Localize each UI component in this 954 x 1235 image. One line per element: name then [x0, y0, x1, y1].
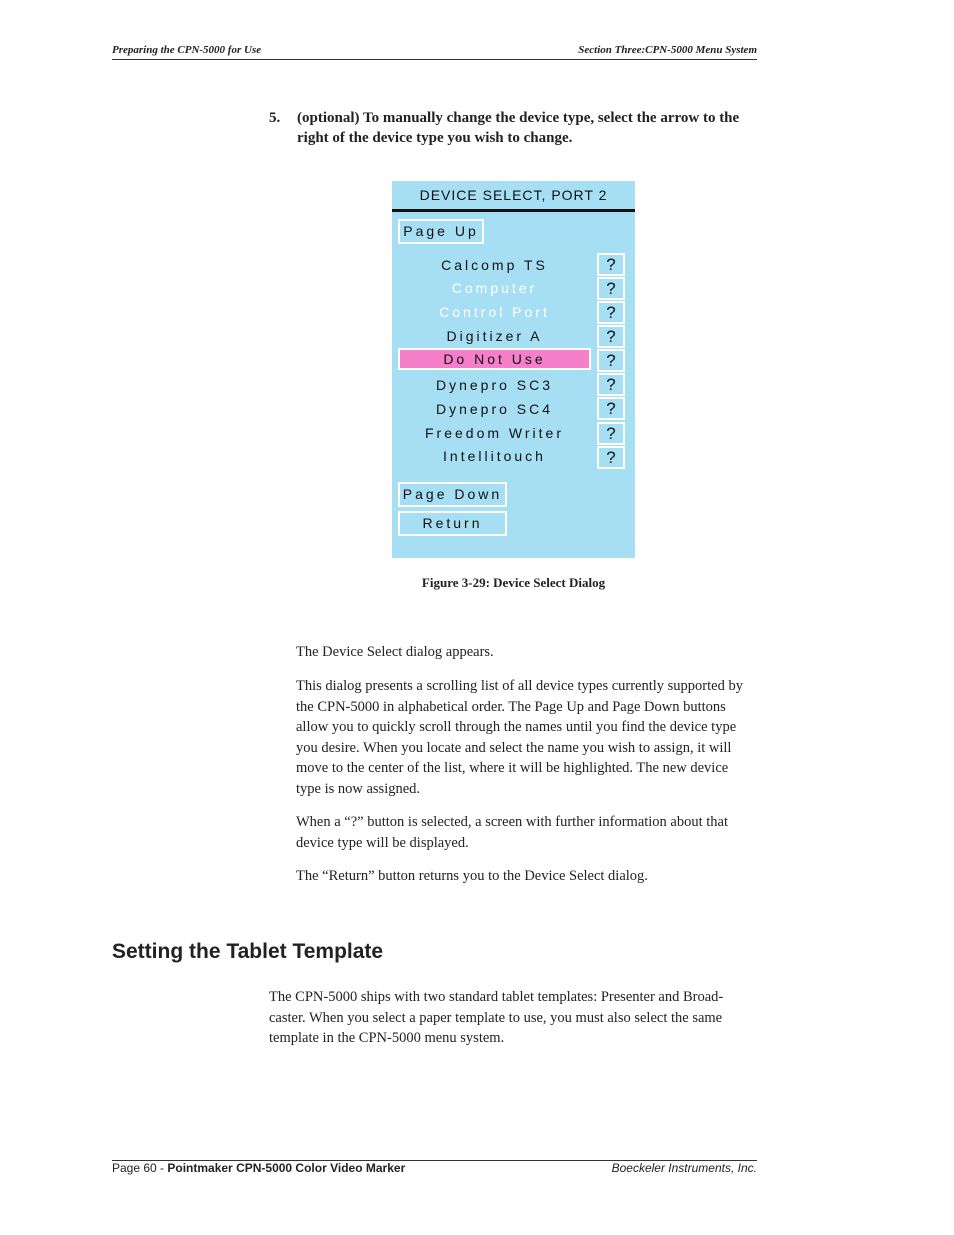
- page-footer: [112, 1160, 757, 1178]
- page-up-button[interactable]: Page Up: [398, 219, 484, 244]
- paragraph-dialog-appears: The Device Select dialog appears.: [296, 644, 494, 660]
- device-item-intellitouch[interactable]: Intellitouch: [443, 448, 546, 464]
- dialog-title: DEVICE SELECT, PORT 2: [392, 181, 635, 212]
- help-button-intellitouch[interactable]: ?: [597, 446, 625, 469]
- step-number: 5.: [269, 110, 281, 126]
- device-item-control-port[interactable]: Control Port: [439, 304, 550, 320]
- section-heading: Setting the Tablet Template: [112, 940, 384, 963]
- help-button-do-not-use[interactable]: ?: [597, 349, 625, 372]
- help-button-dynepro-sc3[interactable]: ?: [597, 373, 625, 396]
- paragraph-help-button: When a “?” button is selected, a screen with further information about that device type will be displayed.: [296, 814, 729, 851]
- page-header: [112, 44, 757, 60]
- page-down-button[interactable]: Page Down: [398, 482, 507, 507]
- step-text: (optional) To manually change the device type, select the arrow to the right of the device type you wish to change.: [297, 110, 740, 146]
- footer-title: Pointmaker CPN-5000 Color Video Marker: [167, 1161, 406, 1175]
- footer-left: [112, 1161, 405, 1175]
- section-paragraph: The CPN-5000 ships with two standard tablet templates: Presenter and Broad-caster. When you select a paper template to use, you must also select the same template in the CPN-5000 menu system.: [269, 989, 724, 1046]
- figure-caption: Figure 3-29: Device Select Dialog: [421, 575, 606, 590]
- device-item-dynepro-sc4[interactable]: Dynepro SC4: [435, 401, 554, 417]
- device-item-calcomp-ts[interactable]: Calcomp TS: [441, 257, 548, 273]
- return-button[interactable]: Return: [398, 511, 507, 536]
- help-button-dynepro-sc4[interactable]: ?: [597, 397, 625, 420]
- help-button-computer[interactable]: ?: [597, 277, 625, 300]
- header-right: Section Three:CPN-5000 Menu System: [578, 44, 757, 56]
- footer-page: Page 60 -: [112, 1161, 168, 1175]
- help-button-digitizer-a[interactable]: ?: [597, 325, 625, 348]
- footer-right: Boeckeler Instruments, Inc.: [611, 1161, 757, 1175]
- paragraph-dialog-description: This dialog presents a scrolling list of all device types currently supported by the CPN-5000 in alphabetical order. The Page Up and Page Down buttons allow you to quickly scroll through the names until you find the device type you desire. When you locate and select the name you wish to assign, it will move to the center of the list, where it will be highlighted. The new device type is now assigned.: [296, 678, 743, 797]
- device-select-dialog: [392, 181, 635, 558]
- help-button-freedom-writer[interactable]: ?: [597, 422, 625, 445]
- device-item-dynepro-sc3[interactable]: Dynepro SC3: [435, 377, 554, 393]
- help-button-control-port[interactable]: ?: [597, 301, 625, 324]
- device-item-do-not-use[interactable]: Do Not Use: [398, 348, 591, 370]
- device-item-digitizer-a[interactable]: Digitizer A: [446, 328, 543, 344]
- paragraph-return-button: The “Return” button returns you to the Device Select dialog.: [296, 868, 648, 884]
- device-item-computer[interactable]: Computer: [451, 280, 538, 296]
- header-left: Preparing the CPN-5000 for Use: [112, 44, 262, 56]
- device-item-freedom-writer[interactable]: Freedom Writer: [425, 425, 564, 441]
- help-button-calcomp-ts[interactable]: ?: [597, 253, 625, 276]
